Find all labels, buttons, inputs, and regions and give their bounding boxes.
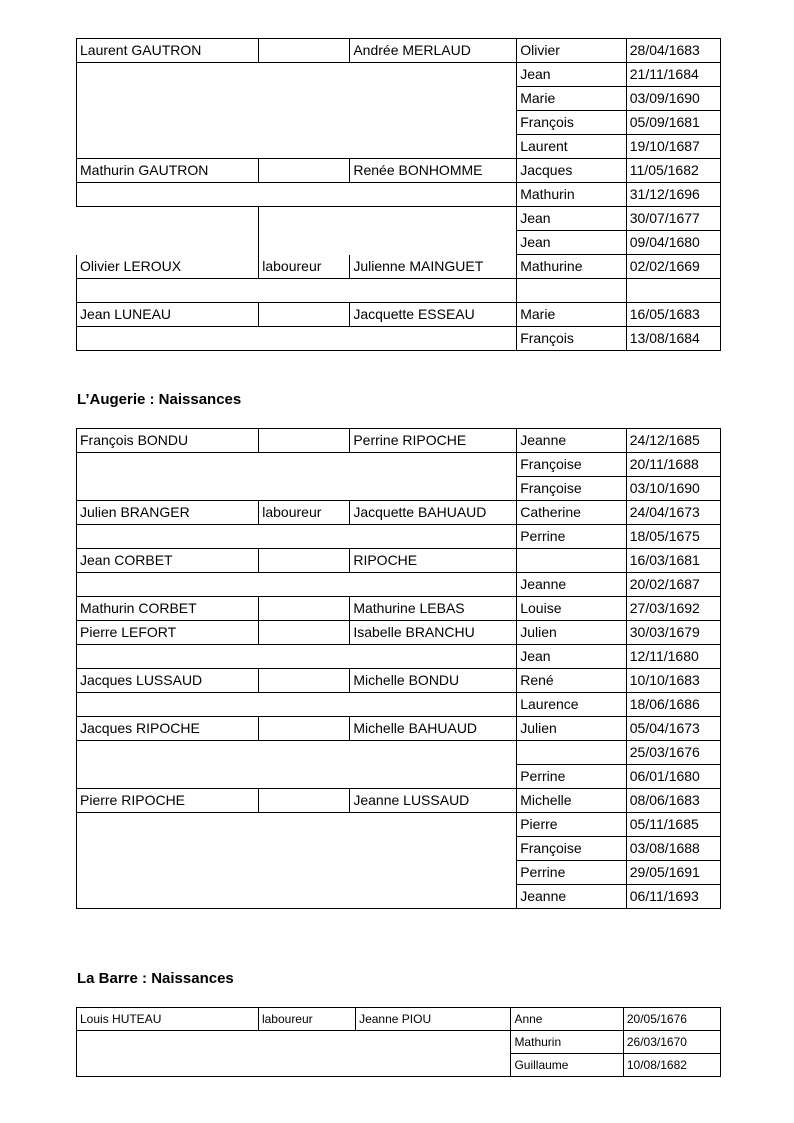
child-cell: Mathurin bbox=[511, 1031, 623, 1054]
child-cell: Catherine bbox=[517, 501, 627, 525]
date-cell: 05/04/1673 bbox=[626, 717, 720, 741]
mother-cell: Julienne MAINGUET bbox=[350, 255, 517, 279]
child-cell: Laurence bbox=[517, 693, 627, 717]
merged-empty-cell bbox=[77, 453, 517, 501]
father-cell: François BONDU bbox=[77, 429, 259, 453]
date-cell: 16/03/1681 bbox=[626, 549, 720, 573]
date-cell: 06/01/1680 bbox=[626, 765, 720, 789]
date-cell: 28/04/1683 bbox=[626, 39, 720, 63]
table-row bbox=[77, 597, 721, 621]
merged-empty-cell bbox=[77, 279, 517, 303]
table-row bbox=[77, 669, 721, 693]
father-cell: Jacques RIPOCHE bbox=[77, 717, 259, 741]
section-heading-laugerie: L’Augerie : Naissances bbox=[77, 391, 242, 408]
date-cell: 20/05/1676 bbox=[623, 1008, 720, 1031]
child-cell: Marie bbox=[517, 87, 627, 111]
table-row bbox=[77, 549, 721, 573]
occupation-cell bbox=[259, 789, 350, 813]
date-cell: 08/06/1683 bbox=[626, 789, 720, 813]
child-cell: Jeanne bbox=[517, 573, 627, 597]
unboxed-cell bbox=[259, 231, 350, 255]
date-cell: 26/03/1670 bbox=[623, 1031, 720, 1054]
occupation-cell bbox=[259, 429, 350, 453]
occupation-cell bbox=[259, 303, 350, 327]
date-cell: 10/10/1683 bbox=[626, 669, 720, 693]
child-cell: Jean bbox=[517, 207, 627, 231]
date-cell: 18/06/1686 bbox=[626, 693, 720, 717]
table-row bbox=[77, 231, 721, 255]
mother-cell: Jeanne LUSSAUD bbox=[350, 789, 517, 813]
date-cell bbox=[626, 279, 720, 303]
mother-cell: Michelle BAHUAUD bbox=[350, 717, 517, 741]
merged-empty-cell bbox=[77, 645, 517, 669]
child-cell: Jean bbox=[517, 645, 627, 669]
unboxed-cell bbox=[259, 207, 350, 231]
date-cell: 12/11/1680 bbox=[626, 645, 720, 669]
table-row bbox=[77, 453, 721, 477]
merged-empty-cell bbox=[77, 525, 517, 549]
date-cell: 03/09/1690 bbox=[626, 87, 720, 111]
table-row bbox=[77, 63, 721, 87]
date-cell: 16/05/1683 bbox=[626, 303, 720, 327]
father-cell: Laurent GAUTRON bbox=[77, 39, 259, 63]
date-cell: 25/03/1676 bbox=[626, 741, 720, 765]
date-cell: 30/07/1677 bbox=[626, 207, 720, 231]
child-cell: Pierre bbox=[517, 813, 627, 837]
father-cell: Jacques LUSSAUD bbox=[77, 669, 259, 693]
table-row bbox=[77, 255, 721, 279]
table-row bbox=[77, 279, 721, 303]
date-cell: 10/08/1682 bbox=[623, 1054, 720, 1077]
child-cell: Jacques bbox=[517, 159, 627, 183]
unboxed-cell bbox=[350, 207, 517, 231]
mother-cell: Andrée MERLAUD bbox=[350, 39, 517, 63]
father-cell: Jean LUNEAU bbox=[77, 303, 259, 327]
child-cell: Anne bbox=[511, 1008, 623, 1031]
father-cell: Pierre LEFORT bbox=[77, 621, 259, 645]
table-row bbox=[77, 789, 721, 813]
child-cell bbox=[517, 279, 627, 303]
table-row bbox=[77, 159, 721, 183]
date-cell: 18/05/1675 bbox=[626, 525, 720, 549]
merged-empty-cell bbox=[77, 813, 517, 909]
table-row bbox=[77, 525, 721, 549]
father-cell: Louis HUTEAU bbox=[77, 1008, 259, 1031]
father-cell: Olivier LEROUX bbox=[77, 255, 259, 279]
merged-empty-cell bbox=[77, 1031, 511, 1077]
father-cell: Jean CORBET bbox=[77, 549, 259, 573]
births-table-la-barre bbox=[76, 1007, 721, 1077]
date-cell: 30/03/1679 bbox=[626, 621, 720, 645]
merged-empty-cell bbox=[77, 741, 517, 789]
merged-empty-cell bbox=[77, 327, 517, 351]
occupation-cell: laboureur bbox=[258, 1008, 355, 1031]
table-row bbox=[77, 303, 721, 327]
date-cell: 06/11/1693 bbox=[626, 885, 720, 909]
table-row bbox=[77, 717, 721, 741]
occupation-cell bbox=[259, 669, 350, 693]
child-cell: Laurent bbox=[517, 135, 627, 159]
mother-cell: Renée BONHOMME bbox=[350, 159, 517, 183]
child-cell: Jeanne bbox=[517, 429, 627, 453]
table-row bbox=[77, 429, 721, 453]
unboxed-cell bbox=[77, 231, 259, 255]
date-cell: 24/12/1685 bbox=[626, 429, 720, 453]
date-cell: 11/05/1682 bbox=[626, 159, 720, 183]
child-cell: Julien bbox=[517, 621, 627, 645]
date-cell: 13/08/1684 bbox=[626, 327, 720, 351]
table-row bbox=[77, 39, 721, 63]
table-row bbox=[77, 207, 721, 231]
date-cell: 19/10/1687 bbox=[626, 135, 720, 159]
date-cell: 29/05/1691 bbox=[626, 861, 720, 885]
child-cell: Mathurine bbox=[517, 255, 627, 279]
merged-empty-cell bbox=[77, 183, 517, 207]
father-cell: Pierre RIPOCHE bbox=[77, 789, 259, 813]
date-cell: 05/11/1685 bbox=[626, 813, 720, 837]
child-cell: Jeanne bbox=[517, 885, 627, 909]
mother-cell: Jacquette BAHUAUD bbox=[350, 501, 517, 525]
child-cell: Perrine bbox=[517, 765, 627, 789]
child-cell bbox=[517, 549, 627, 573]
child-cell: Françoise bbox=[517, 477, 627, 501]
mother-cell: Jeanne PIOU bbox=[356, 1008, 511, 1031]
mother-cell: Jacquette ESSEAU bbox=[350, 303, 517, 327]
date-cell: 24/04/1673 bbox=[626, 501, 720, 525]
date-cell: 20/02/1687 bbox=[626, 573, 720, 597]
table-row bbox=[77, 1008, 721, 1031]
mother-cell: Michelle BONDU bbox=[350, 669, 517, 693]
date-cell: 31/12/1696 bbox=[626, 183, 720, 207]
mother-cell: RIPOCHE bbox=[350, 549, 517, 573]
child-cell: Olivier bbox=[517, 39, 627, 63]
occupation-cell: laboureur bbox=[259, 255, 350, 279]
occupation-cell bbox=[259, 597, 350, 621]
table-row bbox=[77, 501, 721, 525]
date-cell: 02/02/1669 bbox=[626, 255, 720, 279]
date-cell: 03/10/1690 bbox=[626, 477, 720, 501]
child-cell: Françoise bbox=[517, 837, 627, 861]
child-cell: Perrine bbox=[517, 861, 627, 885]
child-cell: Mathurin bbox=[517, 183, 627, 207]
father-cell: Mathurin GAUTRON bbox=[77, 159, 259, 183]
date-cell: 05/09/1681 bbox=[626, 111, 720, 135]
mother-cell: Perrine RIPOCHE bbox=[350, 429, 517, 453]
table-row bbox=[77, 741, 721, 765]
occupation-cell bbox=[259, 159, 350, 183]
table-row bbox=[77, 693, 721, 717]
occupation-cell bbox=[259, 39, 350, 63]
section-heading-la-barre: La Barre : Naissances bbox=[77, 970, 234, 987]
occupation-cell bbox=[259, 549, 350, 573]
births-table-laugerie bbox=[76, 428, 721, 909]
occupation-cell bbox=[259, 621, 350, 645]
date-cell: 20/11/1688 bbox=[626, 453, 720, 477]
child-cell: Marie bbox=[517, 303, 627, 327]
father-cell: Mathurin CORBET bbox=[77, 597, 259, 621]
date-cell: 03/08/1688 bbox=[626, 837, 720, 861]
child-cell: Louise bbox=[517, 597, 627, 621]
unboxed-cell bbox=[350, 231, 517, 255]
father-cell: Julien BRANGER bbox=[77, 501, 259, 525]
births-table-continued bbox=[76, 38, 721, 351]
child-cell: Françoise bbox=[517, 453, 627, 477]
child-cell: Jean bbox=[517, 63, 627, 87]
table-row bbox=[77, 573, 721, 597]
child-cell: François bbox=[517, 327, 627, 351]
child-cell: Julien bbox=[517, 717, 627, 741]
date-cell: 21/11/1684 bbox=[626, 63, 720, 87]
child-cell: Jean bbox=[517, 231, 627, 255]
occupation-cell: laboureur bbox=[259, 501, 350, 525]
child-cell: Guillaume bbox=[511, 1054, 623, 1077]
merged-empty-cell bbox=[77, 63, 517, 159]
table-row bbox=[77, 813, 721, 837]
table-row bbox=[77, 327, 721, 351]
mother-cell: Mathurine LEBAS bbox=[350, 597, 517, 621]
table-row bbox=[77, 645, 721, 669]
mother-cell: Isabelle BRANCHU bbox=[350, 621, 517, 645]
child-cell: Perrine bbox=[517, 525, 627, 549]
date-cell: 09/04/1680 bbox=[626, 231, 720, 255]
child-cell: René bbox=[517, 669, 627, 693]
date-cell: 27/03/1692 bbox=[626, 597, 720, 621]
child-cell: François bbox=[517, 111, 627, 135]
unboxed-cell bbox=[77, 207, 259, 231]
occupation-cell bbox=[259, 717, 350, 741]
table-row bbox=[77, 621, 721, 645]
child-cell: Michelle bbox=[517, 789, 627, 813]
table-row bbox=[77, 1031, 721, 1054]
child-cell bbox=[517, 741, 627, 765]
table-row bbox=[77, 183, 721, 207]
merged-empty-cell bbox=[77, 693, 517, 717]
merged-empty-cell bbox=[77, 573, 517, 597]
